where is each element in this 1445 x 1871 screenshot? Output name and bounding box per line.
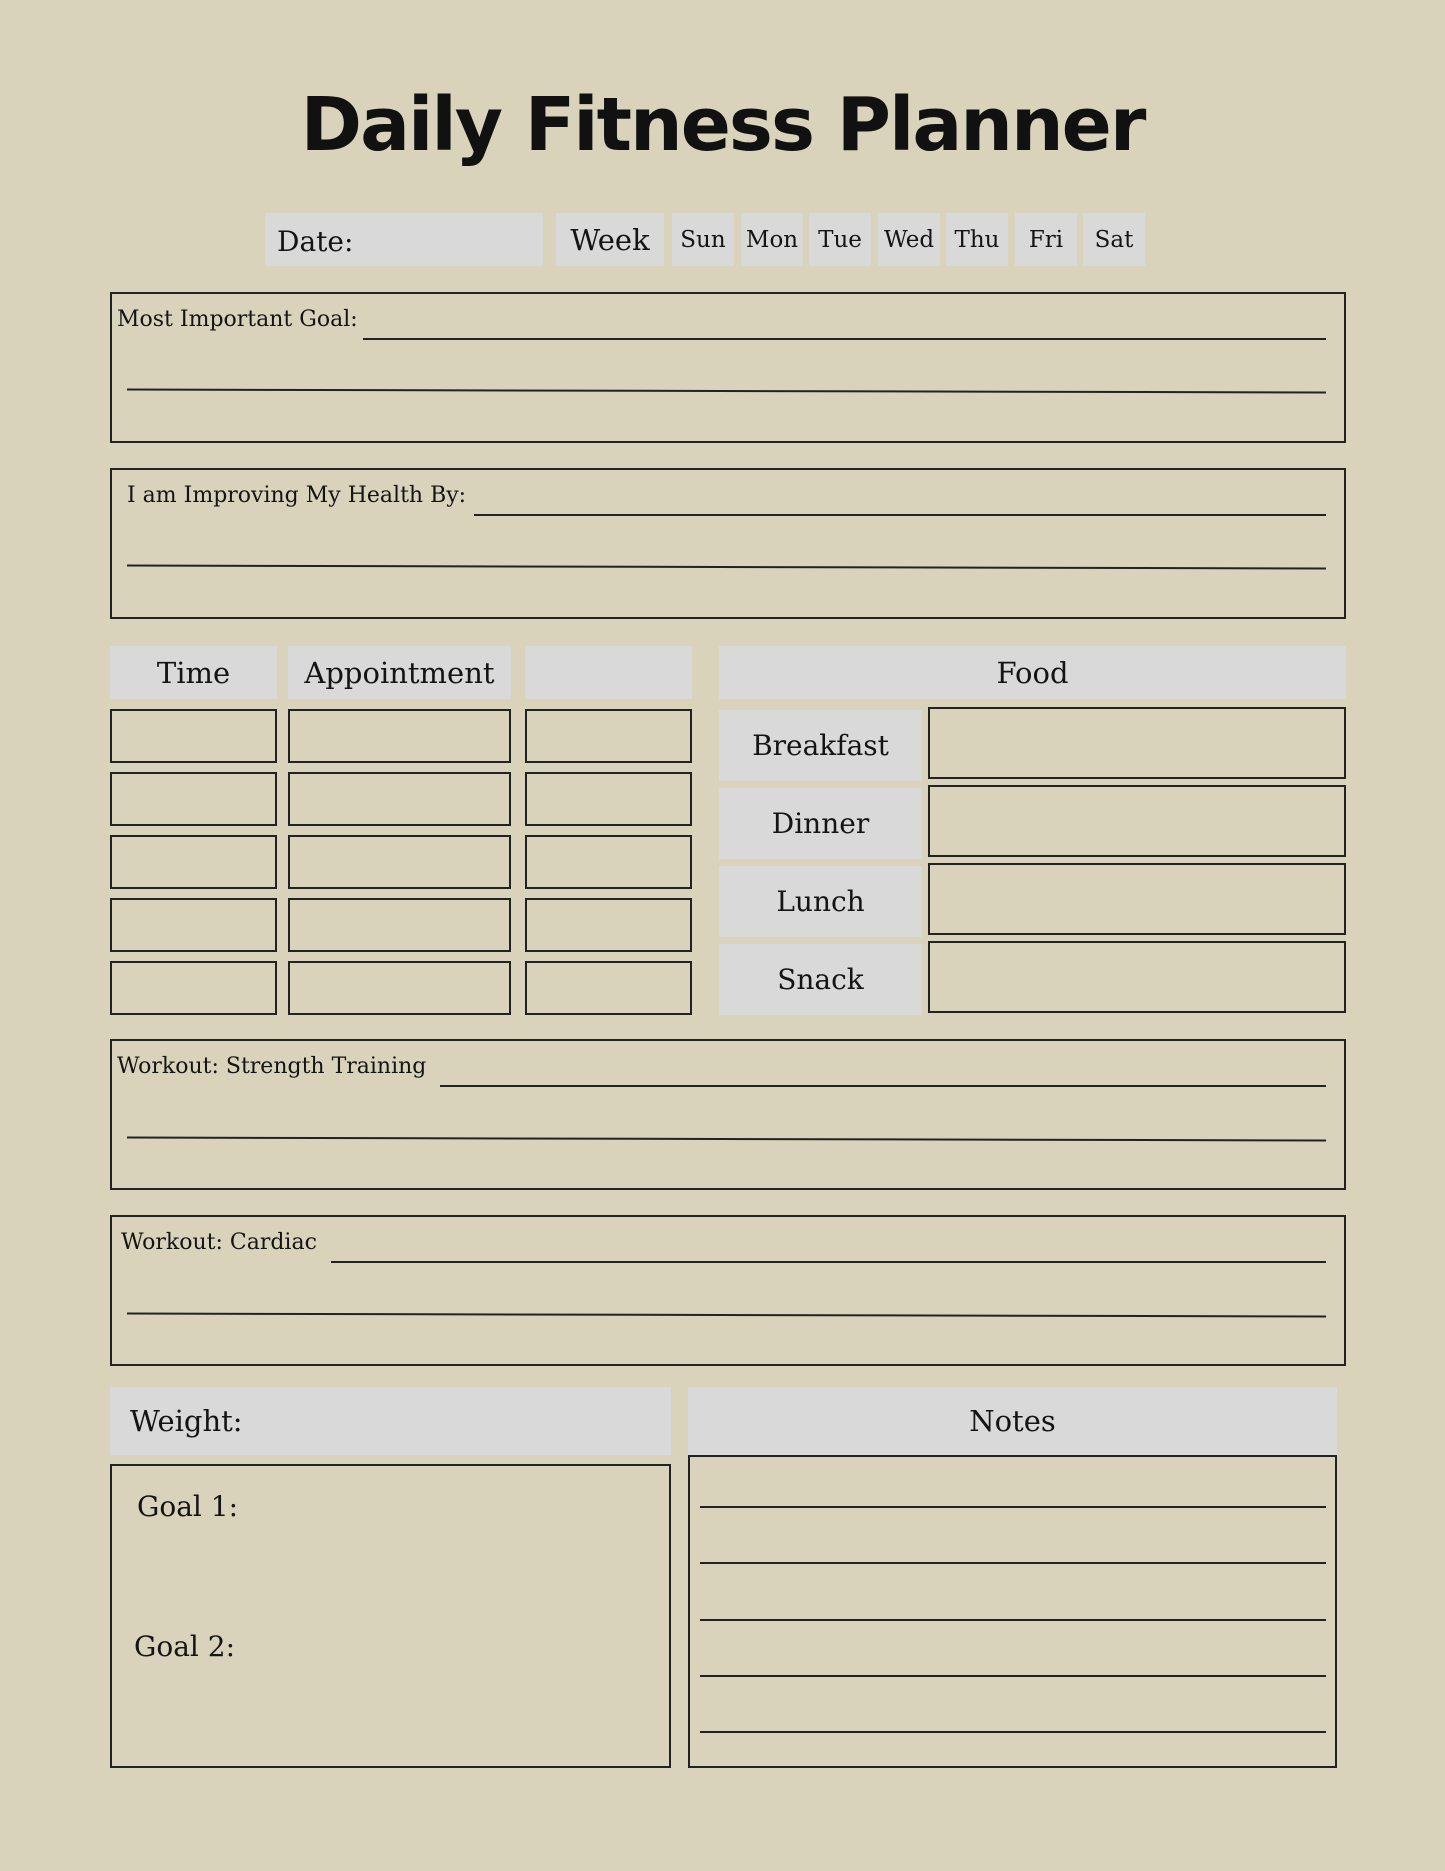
appointment-header: Appointment [288,646,511,699]
date-field[interactable] [265,213,543,266]
weight-label: Weight: [130,1404,243,1438]
cardio-line-1 [331,1261,1326,1263]
extra-cell[interactable] [525,961,692,1015]
extra-cell[interactable] [525,772,692,826]
time-cell[interactable] [110,961,277,1015]
meal-snack: Snack [719,944,922,1015]
notes-line [700,1619,1326,1621]
goal-1-label: Goal 1: [137,1490,239,1523]
date-label: Date: [277,225,354,258]
health-label: I am Improving My Health By: [127,483,467,508]
day-wed[interactable]: Wed [878,213,940,266]
strength-label: Workout: Strength Training [117,1054,427,1079]
appointment-cell[interactable] [288,709,511,763]
notes-line [700,1731,1326,1733]
appointment-cell[interactable] [288,835,511,889]
meal-dinner: Dinner [719,788,922,859]
goal-line-1 [363,338,1326,340]
day-mon[interactable]: Mon [741,213,803,266]
extra-cell[interactable] [525,709,692,763]
goal-2-label: Goal 2: [134,1630,236,1663]
day-fri[interactable]: Fri [1015,213,1077,266]
week-label: Week [556,213,664,266]
lunch-field[interactable] [928,863,1346,935]
strength-line-1 [440,1085,1326,1087]
notes-header: Notes [688,1387,1337,1455]
day-sun[interactable]: Sun [672,213,734,266]
notes-line [700,1506,1326,1508]
notes-line [700,1562,1326,1564]
time-cell[interactable] [110,772,277,826]
appointment-cell[interactable] [288,961,511,1015]
time-cell[interactable] [110,709,277,763]
dinner-field[interactable] [928,785,1346,857]
extra-cell[interactable] [525,898,692,952]
snack-field[interactable] [928,941,1346,1013]
breakfast-field[interactable] [928,707,1346,779]
appointment-cell[interactable] [288,898,511,952]
extra-header [525,646,692,699]
day-thu[interactable]: Thu [946,213,1008,266]
goal-label: Most Important Goal: [117,307,358,332]
meal-lunch: Lunch [719,866,922,937]
extra-cell[interactable] [525,835,692,889]
notes-box[interactable] [688,1455,1337,1768]
health-line-1 [474,514,1326,516]
day-tue[interactable]: Tue [809,213,871,266]
time-cell[interactable] [110,835,277,889]
cardio-label: Workout: Cardiac [121,1230,317,1255]
meal-breakfast: Breakfast [719,710,922,781]
time-cell[interactable] [110,898,277,952]
notes-line [700,1675,1326,1677]
food-header: Food [719,646,1346,699]
day-sat[interactable]: Sat [1083,213,1145,266]
time-header: Time [110,646,277,699]
weight-header [110,1387,671,1455]
page-title: Daily Fitness Planner [300,82,1145,168]
appointment-cell[interactable] [288,772,511,826]
